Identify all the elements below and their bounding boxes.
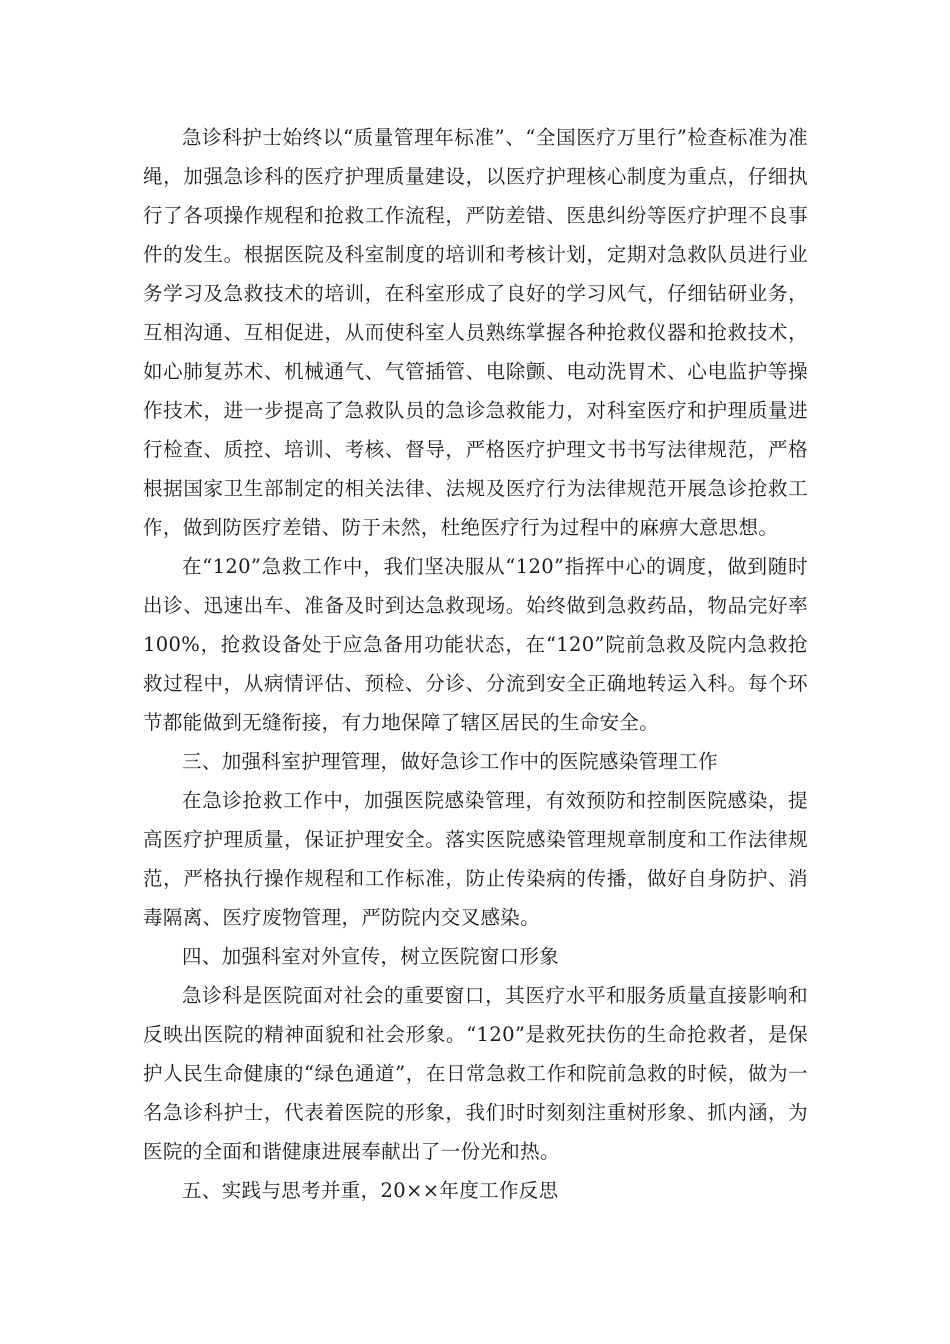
section-heading: 五、实践与思考并重，20××年度工作反思 <box>182 1179 559 1202</box>
body-paragraph: 在“120”急救工作中，我们坚决服从“120”指挥中心的调度，做到随时出诊、迅速出车、准备及时到达急救现场。始终做到急救药品，物品完好率100%，抢救设备处于应急备用功能状态，在“120”院前急救及院内急救抢救过程中，从病情评估、预检、分诊、分流到安全正确地转运入科。每个环节都能做到无缝衔接，有力地保障了辖区居民的生命安全。 <box>143 555 808 734</box>
section-heading: 四、加强科室对外宣传，树立医院窗口形象 <box>182 945 560 968</box>
body-paragraph: 在急诊抢救工作中，加强医院感染管理，有效预防和控制医院感染，提高医疗护理质量，保证护理安全。落实医院感染管理规章制度和工作法律规范，严格执行操作规程和工作标准，防止传染病的传播，做好自身防护、消毒隔离、医疗废物管理，严防院内交叉感染。 <box>143 789 808 929</box>
body-paragraph: 急诊科是医院面对社会的重要窗口，其医疗水平和服务质量直接影响和反映出医院的精神面貌和社会形象。“120”是救死扶伤的生命抢救者，是保护人民生命健康的“绿色通道”，在日常急救工作和院前急救的时候，做为一名急诊科护士，代表着医院的形象，我们时时刻刻注重树形象、抓内涵，为医院的全面和谐健康进展奉献出了一份光和热。 <box>143 984 808 1163</box>
body-paragraph: 急诊科护士始终以“质量管理年标准”、“全国医疗万里行”检查标准为准绳，加强急诊科的医疗护理质量建设，以医疗护理核心制度为重点，仔细执行了各项操作规程和抢救工作流程，严防差错、医患纠纷等医疗护理不良事件的发生。根据医院及科室制度的培训和考核计划，定期对急救队员进行业务学习及急救技术的培训，在科室形成了良好的学习风气，仔细钻研业务，互相沟通、互相促进，从而使科室人员熟练掌握各种抢救仪器和抢救技术，如心肺复苏术、机械通气、气管插管、电除颤、电动洗胃术、心电监护等操作技术，进一步提高了急救队员的急诊急救能力，对科室医疗和护理质量进行检查、质控、培训、考核、督导，严格医疗护理文书书写法律规范，严格根据国家卫生部制定的相关法律、法规及医疗行为法律规范开展急诊抢救工作，做到防医疗差错、防于未然，杜绝医疗行为过程中的麻痹大意思想。 <box>143 126 808 539</box>
document-page <box>143 118 808 1210</box>
section-heading: 三、加强科室护理管理，做好急诊工作中的医院感染管理工作 <box>182 750 718 773</box>
